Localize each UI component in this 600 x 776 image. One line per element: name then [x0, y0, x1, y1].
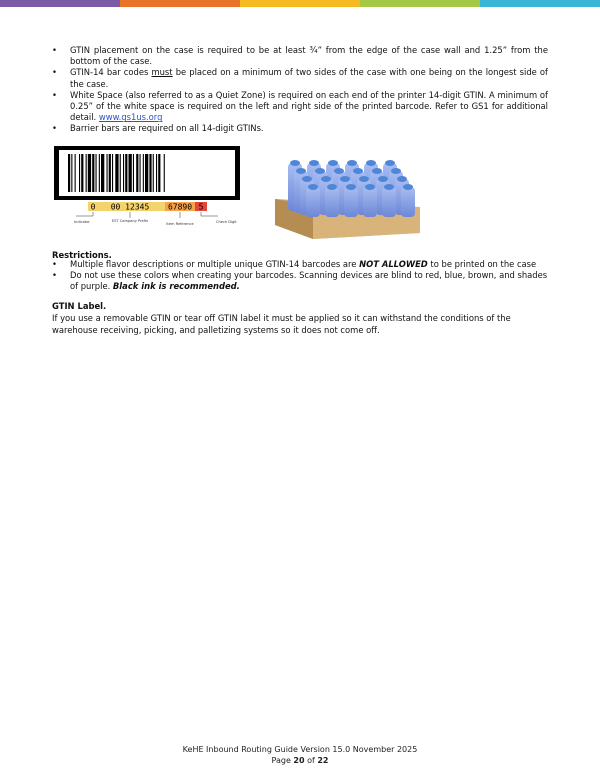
- barcode-bar: [158, 154, 160, 192]
- water-case-photo: [273, 147, 422, 239]
- bottle-cap: [397, 176, 407, 182]
- bottle-cap: [340, 176, 350, 182]
- bottle-cap: [365, 184, 375, 190]
- color-segment-green: [360, 0, 480, 7]
- color-segment-purple: [0, 0, 120, 7]
- barcode-bar: [81, 154, 83, 192]
- bottle-cap: [346, 184, 356, 190]
- bottle-cap: [334, 168, 344, 174]
- barcode-bar: [136, 154, 138, 192]
- footer-page-number: Page 20 of 22: [271, 756, 329, 765]
- bottle-cap: [347, 160, 357, 166]
- bottle-cap: [327, 184, 337, 190]
- gtin-barcode-diagram: [54, 146, 240, 236]
- indicator-bracket: [76, 212, 93, 216]
- barcode-bar: [75, 154, 76, 192]
- bottle-cap: [359, 176, 369, 182]
- barcode-bar: [149, 154, 151, 192]
- indicator-label: Indicator: [74, 220, 90, 224]
- barcode-bar: [133, 154, 134, 192]
- bottle-cap: [391, 168, 401, 174]
- gs1-link[interactable]: www.gs1us.org: [98, 112, 163, 123]
- bottle-cap: [384, 184, 394, 190]
- bottle-cap: [353, 168, 363, 174]
- gtin-label-paragraph: If you use a removable GTIN or tear off GTIN label it must be applied so it can withstand the conditions of the warehouse receiving, picking, and palletizing systems so it does not come off.: [52, 313, 511, 335]
- barcode-bar: [101, 154, 104, 192]
- bullet-placement: • GTIN placement on the case is required to be at least ¾” from the edge of the case wall and 1.25” from the bottom of the case.: [52, 45, 548, 67]
- barcode-bar: [164, 154, 165, 192]
- barcode-bar: [140, 154, 141, 192]
- barcode-bar: [145, 154, 148, 192]
- bottle: [325, 187, 339, 217]
- barcode-bar: [86, 154, 87, 192]
- bottle-cap: [308, 184, 318, 190]
- barcode-bar: [125, 154, 127, 192]
- barcode-bar: [68, 154, 70, 192]
- footer-title: KeHE Inbound Routing Guide Version 15.0 November 2025: [182, 745, 418, 754]
- barcode-bar: [120, 154, 121, 192]
- restriction-item-colors: • Do not use these colors when creating your barcodes. Scanning devices are blind to red, blue, brown, and shades of purple. Black ink is recommended.: [52, 270, 548, 292]
- bottle-cap: [403, 184, 413, 190]
- indicator-digit: 0: [90, 202, 96, 212]
- bullet-two-sides: • GTIN-14 bar codes must be placed on a minimum of two sides of the case with one being on the longest side of the case.: [52, 67, 548, 89]
- barcode-bar: [96, 154, 97, 192]
- prefix-digits: 00 12345: [110, 202, 150, 212]
- barcode-bar: [107, 154, 108, 192]
- bottle-cap: [321, 176, 331, 182]
- barcode-bar: [143, 154, 144, 192]
- bottle-cap: [315, 168, 325, 174]
- barcode-bar: [153, 154, 154, 192]
- restriction-item-flavors: • Multiple flavor descriptions or multiple unique GTIN-14 barcodes are NOT ALLOWED to be printed on the case: [52, 259, 548, 270]
- bullet-white-space: • White Space (also referred to as a Quiet Zone) is required on each end of the printer 14-digit GTIN. A minimum of 0.25” of the white space is required on the left and right side of the printed barcode. Refer to GS1 for additional detail. www.gs1us.org: [52, 90, 548, 124]
- bottle-cap: [290, 160, 300, 166]
- restrictions-heading: Restrictions.: [52, 250, 112, 260]
- bottle-cap: [328, 160, 338, 166]
- item-ref-label: Item Reference: [166, 222, 194, 226]
- barcode-bar: [129, 154, 132, 192]
- barcode-bar: [115, 154, 118, 192]
- barcode-bar: [99, 154, 100, 192]
- barcode-bars: [68, 154, 165, 192]
- barcode-bar: [92, 154, 94, 192]
- bottle: [401, 187, 415, 217]
- barcode-bar: [88, 154, 91, 192]
- barcode-bar: [71, 154, 72, 192]
- bottle: [363, 187, 377, 217]
- bottle: [306, 187, 320, 217]
- barcode-bar: [123, 154, 124, 192]
- check-digit: 5: [198, 202, 204, 212]
- bottle-cap: [302, 176, 312, 182]
- barcode-bar: [109, 154, 111, 192]
- check-bracket: [201, 212, 218, 216]
- top-color-bar: [0, 0, 600, 7]
- bottle-cap: [366, 160, 376, 166]
- gtin-label-heading: GTIN Label.: [52, 301, 107, 311]
- item-ref-digits: 67890: [167, 202, 193, 212]
- restrictions-list: [52, 259, 548, 293]
- bottle-cap: [372, 168, 382, 174]
- bottle: [382, 187, 396, 217]
- color-segment-orange: [120, 0, 240, 7]
- barcode-bar: [79, 154, 80, 192]
- bottle-rows: [288, 160, 415, 217]
- bottle-cap: [309, 160, 319, 166]
- prefix-label: EST Company Prefix: [111, 219, 149, 223]
- barcode-bar: [112, 154, 113, 192]
- color-segment-blue: [480, 0, 600, 7]
- gtin-placement-bullets: [52, 45, 548, 135]
- bottle-cap: [385, 160, 395, 166]
- bottle-cap: [378, 176, 388, 182]
- check-label: Check Digit: [216, 220, 237, 224]
- bottle-cap: [296, 168, 306, 174]
- color-segment-yellow: [240, 0, 360, 7]
- bullet-barrier-bars: • Barrier bars are required on all 14-digit GTINs.: [52, 123, 548, 134]
- bottle: [344, 187, 358, 217]
- barcode-bar: [156, 154, 157, 192]
